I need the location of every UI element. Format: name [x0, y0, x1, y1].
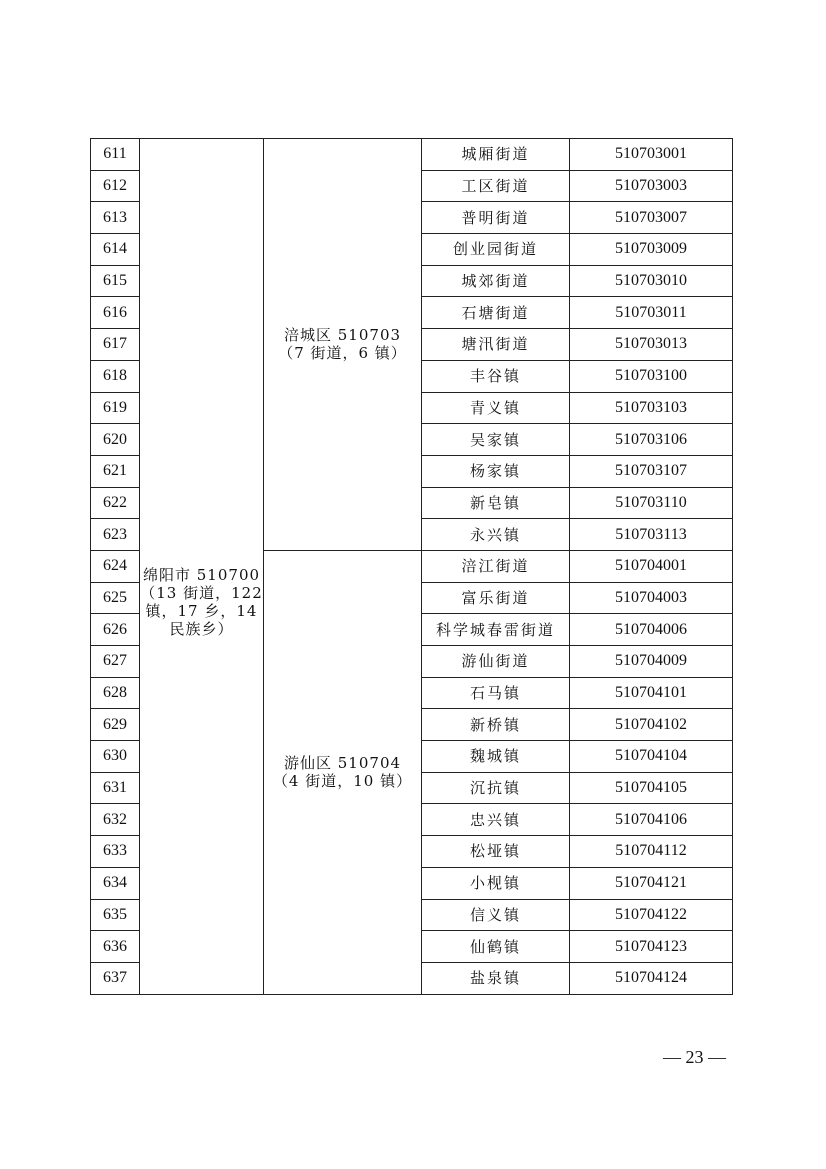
district-summary: （7 街道，6 镇）: [278, 344, 407, 363]
row-number: 625: [91, 582, 140, 614]
row-number: 622: [91, 487, 140, 519]
town-name: 塘汛街道: [422, 329, 570, 361]
town-name: 石塘街道: [422, 297, 570, 329]
district-name-code: [264, 754, 421, 772]
city-summary-line: 镇，17 乡，14: [145, 602, 258, 621]
town-name: 普明街道: [422, 202, 570, 234]
district-code: 510703: [337, 326, 402, 345]
row-number: 627: [91, 646, 140, 678]
town-code: 510704122: [570, 899, 733, 931]
table-body: [91, 139, 733, 995]
town-code: 510704003: [570, 582, 733, 614]
town-name: 科学城春雷街道: [422, 614, 570, 646]
town-code: 510704112: [570, 836, 733, 868]
town-name: 松垭镇: [422, 836, 570, 868]
row-number: 623: [91, 519, 140, 551]
row-number: 633: [91, 836, 140, 868]
row-number: 613: [91, 202, 140, 234]
town-name: 新皂镇: [422, 487, 570, 519]
row-number: 615: [91, 265, 140, 297]
city-summary-line: 民族乡）: [169, 620, 234, 639]
town-name: 小枧镇: [422, 867, 570, 899]
district-name: 游仙区: [283, 754, 332, 773]
city-name-code: [140, 566, 263, 584]
district-summary: （4 街道，10 镇）: [272, 772, 413, 791]
town-code: 510703113: [570, 519, 733, 551]
town-code: 510703107: [570, 455, 733, 487]
town-name: 富乐街道: [422, 582, 570, 614]
row-number: 626: [91, 614, 140, 646]
row-number: 636: [91, 931, 140, 963]
town-code: 510703011: [570, 297, 733, 329]
row-number: 629: [91, 709, 140, 741]
town-code: 510703103: [570, 392, 733, 424]
town-name: 工区街道: [422, 170, 570, 202]
town-name: 吴家镇: [422, 424, 570, 456]
row-number: 635: [91, 899, 140, 931]
table-row: [91, 139, 733, 171]
town-code: 510704006: [570, 614, 733, 646]
town-name: 涪江街道: [422, 550, 570, 582]
row-number: 617: [91, 329, 140, 361]
row-number: 619: [91, 392, 140, 424]
town-name: 魏城镇: [422, 741, 570, 773]
town-code: 510704101: [570, 677, 733, 709]
row-number: 620: [91, 424, 140, 456]
town-name: 沉抗镇: [422, 772, 570, 804]
town-code: 510703100: [570, 360, 733, 392]
town-name: 盐泉镇: [422, 962, 570, 994]
town-code: 510703009: [570, 234, 733, 266]
town-name: 青义镇: [422, 392, 570, 424]
row-number: 614: [91, 234, 140, 266]
town-code: 510703010: [570, 265, 733, 297]
city-name: 绵阳市: [142, 566, 191, 585]
town-name: 城郊街道: [422, 265, 570, 297]
town-name: 城厢街道: [422, 139, 570, 171]
town-code: 510704106: [570, 804, 733, 836]
town-code: 510704124: [570, 962, 733, 994]
town-code: 510704121: [570, 867, 733, 899]
row-number: 632: [91, 804, 140, 836]
row-number: 624: [91, 550, 140, 582]
row-number: 637: [91, 962, 140, 994]
town-code: 510703110: [570, 487, 733, 519]
town-name: 新桥镇: [422, 709, 570, 741]
town-code: 510704009: [570, 646, 733, 678]
town-name: 仙鹤镇: [422, 931, 570, 963]
town-code: 510704104: [570, 741, 733, 773]
row-number: 611: [91, 139, 140, 171]
row-number: 618: [91, 360, 140, 392]
town-code: 510704105: [570, 772, 733, 804]
district-cell: [264, 139, 422, 551]
row-number: 630: [91, 741, 140, 773]
row-number: 612: [91, 170, 140, 202]
town-code: 510703003: [570, 170, 733, 202]
town-name: 永兴镇: [422, 519, 570, 551]
row-number: 628: [91, 677, 140, 709]
town-code: 510703001: [570, 139, 733, 171]
town-code: 510703007: [570, 202, 733, 234]
row-number: 634: [91, 867, 140, 899]
district-code: 510704: [337, 754, 402, 773]
town-name: 丰谷镇: [422, 360, 570, 392]
town-code: 510704123: [570, 931, 733, 963]
town-name: 信义镇: [422, 899, 570, 931]
town-name: 创业园街道: [422, 234, 570, 266]
row-number: 621: [91, 455, 140, 487]
town-code: 510704102: [570, 709, 733, 741]
district-cell: [264, 550, 422, 994]
town-code: 510703013: [570, 329, 733, 361]
town-code: 510703106: [570, 424, 733, 456]
division-code-table: [90, 138, 733, 995]
district-name: 涪城区: [283, 326, 332, 345]
town-name: 游仙街道: [422, 646, 570, 678]
city-code: 510700: [196, 566, 261, 585]
town-name: 石马镇: [422, 677, 570, 709]
district-name-code: [264, 326, 421, 344]
city-summary-line: （13 街道，122: [140, 584, 263, 603]
town-name: 忠兴镇: [422, 804, 570, 836]
page-number: — 23 —: [663, 1047, 726, 1067]
city-cell: [140, 139, 264, 995]
town-name: 杨家镇: [422, 455, 570, 487]
row-number: 631: [91, 772, 140, 804]
row-number: 616: [91, 297, 140, 329]
town-code: 510704001: [570, 550, 733, 582]
